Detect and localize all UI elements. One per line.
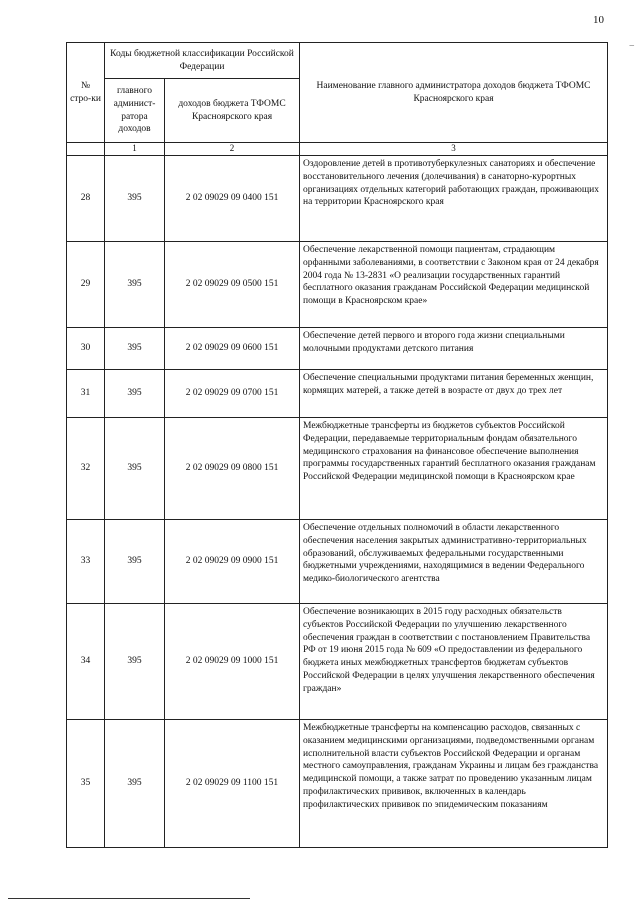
revenue-code: 2 02 09029 09 0600 151 xyxy=(165,327,300,369)
budget-classification-table xyxy=(66,42,608,848)
row-description: Обеспечение детей первого и второго года жизни специальными молочными продуктами детского питания xyxy=(300,327,608,369)
revenue-code: 2 02 09029 09 0800 151 xyxy=(165,417,300,519)
admin-code: 395 xyxy=(105,603,165,719)
revenue-code: 2 02 09029 09 0700 151 xyxy=(165,369,300,417)
revenue-code: 2 02 09029 09 0500 151 xyxy=(165,241,300,327)
revenue-code: 2 02 09029 09 1100 151 xyxy=(165,719,300,847)
row-number: 29 xyxy=(67,241,105,327)
row-number-header: № стро-ки xyxy=(67,43,105,143)
admin-code: 395 xyxy=(105,327,165,369)
codes-group-header: Коды бюджетной классификации Российской Федерации xyxy=(105,43,300,79)
admin-code: 395 xyxy=(105,241,165,327)
column-index-0 xyxy=(67,143,105,156)
column-index-1: 1 xyxy=(105,143,165,156)
row-description: Обеспечение лекарственной помощи пациентам, страдающим орфанными заболеваниями, в соответствии с Законом края от 24 декабря 2004 года № 13-2831 «О реализации государственных гарантий бесплатного оказания гражданам Российской Федерации медицинской помощи в Красноярском крае» xyxy=(300,241,608,327)
admin-code: 395 xyxy=(105,369,165,417)
admin-code: 395 xyxy=(105,155,165,241)
name-header: Наименование главного администратора доходов бюджета ТФОМС Красноярского края xyxy=(300,43,608,143)
admin-code: 395 xyxy=(105,417,165,519)
table-row xyxy=(67,603,608,719)
margin-mark: – xyxy=(629,40,634,50)
main-admin-header: главного админист-ратора доходов xyxy=(105,79,165,143)
row-description: Обеспечение отдельных полномочий в области лекарственного обеспечения населения закрытых административно-территориальных образований, обслуживаемых федеральными государственными бюджетными учреждениями, находящимися в ведении Федерального медико-биологического агентства xyxy=(300,519,608,603)
row-number: 31 xyxy=(67,369,105,417)
row-number: 35 xyxy=(67,719,105,847)
row-description: Оздоровление детей в противотуберкулезных санаториях и обеспечение восстановительного лечения (долечивания) в санаторно-курортных организациях отдельных категорий работающих граждан, проживающих на территории Красноярского края xyxy=(300,155,608,241)
row-number: 32 xyxy=(67,417,105,519)
admin-code: 395 xyxy=(105,719,165,847)
table-row xyxy=(67,417,608,519)
row-number: 30 xyxy=(67,327,105,369)
table-row xyxy=(67,155,608,241)
footer-divider xyxy=(8,898,250,899)
column-index-3: 3 xyxy=(300,143,608,156)
revenue-code: 2 02 09029 09 0400 151 xyxy=(165,155,300,241)
column-index-2: 2 xyxy=(165,143,300,156)
row-number: 28 xyxy=(67,155,105,241)
row-description: Межбюджетные трансферты из бюджетов субъектов Российской Федерации, передаваемые территориальным фондам обязательного медицинского страхования на финансовое обеспечение выполнения программы государственных гарантий бесплатного оказания гражданам Российской Федерации медицинской помощи в Красноярском крае xyxy=(300,417,608,519)
row-description: Обеспечение возникающих в 2015 году расходных обязательств субъектов Российской Федерации по улучшению лекарственного обеспечения граждан в соответствии с постановлением Правительства РФ от 19 июня 2015 года № 609 «О предоставлении из федерального бюджета иных межбюджетных трансфертов бюджетам субъектов Российской Федерации в целях улучшения лекарственного обеспечения граждан» xyxy=(300,603,608,719)
row-number: 34 xyxy=(67,603,105,719)
table-row xyxy=(67,719,608,847)
revenue-header: доходов бюджета ТФОМС Красноярского края xyxy=(165,79,300,143)
row-description: Межбюджетные трансферты на компенсацию расходов, связанных с оказанием медицинскими организациями, подведомственными органам исполнительной власти субъектов Российской Федерации и органам местного самоуправления, гражданам Украины и лицам без гражданства медицинской помощи, а также затрат по проведению указанным лицам профилактических прививок, включенных в календарь профилактических прививок по эпидемическим показаниям xyxy=(300,719,608,847)
table-row xyxy=(67,519,608,603)
table-row xyxy=(67,327,608,369)
admin-code: 395 xyxy=(105,519,165,603)
row-number: 33 xyxy=(67,519,105,603)
page-number: 10 xyxy=(593,14,604,26)
table-row xyxy=(67,369,608,417)
table-row xyxy=(67,241,608,327)
revenue-code: 2 02 09029 09 1000 151 xyxy=(165,603,300,719)
row-description: Обеспечение специальными продуктами питания беременных женщин, кормящих матерей, а также детей в возрасте от двух до трех лет xyxy=(300,369,608,417)
revenue-code: 2 02 09029 09 0900 151 xyxy=(165,519,300,603)
